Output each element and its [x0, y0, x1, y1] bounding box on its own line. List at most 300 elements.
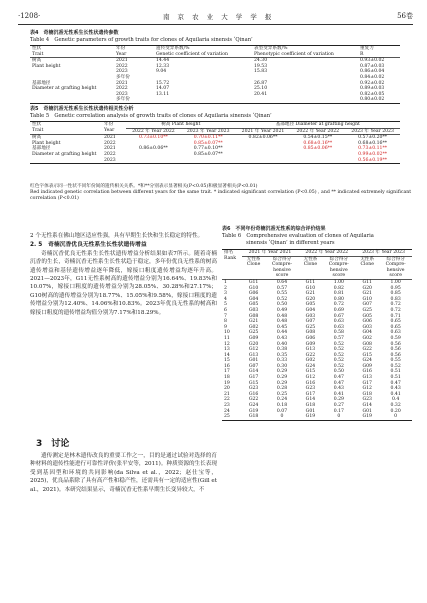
t6-cell: G20 — [362, 285, 372, 291]
t6-head-year: 2021 年 Year 2021 — [242, 250, 299, 257]
t6-head: Compre- — [385, 262, 406, 268]
t4-cell: 15.83 — [254, 69, 268, 75]
t6-cell: G02 — [305, 358, 316, 364]
t6-cell: 13 — [224, 347, 230, 353]
t6-head: 综合得分 — [272, 256, 292, 262]
t5-year-cell: 2021 — [104, 146, 116, 152]
t6-cell: 0.4 — [391, 397, 400, 403]
t6-cell: G01 — [305, 408, 316, 414]
t6-cell: G13 — [248, 352, 259, 358]
t6-cell: 0.52 — [276, 296, 288, 302]
t6-cell: 0.52 — [333, 352, 344, 358]
t6-cell: 0.55 — [276, 291, 288, 297]
t5-head-year-en: Year — [104, 128, 115, 134]
t4-head-r-en: R — [360, 51, 364, 57]
t6-cell: 9 — [224, 324, 227, 330]
t6-cell: 15 — [224, 358, 230, 364]
t6-cell: 0.80 — [333, 296, 344, 302]
t6-cell: 0.50 — [333, 369, 344, 375]
t4-head-trait-en: Trait — [32, 51, 44, 57]
t5-head-year: 年份 — [104, 122, 114, 127]
t6-head: 综合得分 — [386, 256, 405, 262]
t6-head: 无性系 — [246, 256, 261, 262]
t6-head-year: 2022 年 Year 2022 — [298, 250, 355, 257]
t5-head-trait-en: Trait — [32, 128, 44, 134]
t6-cell: G09 — [248, 335, 259, 341]
t5-corr-cell: 0.68±0.16** — [358, 140, 388, 146]
t4-cell: 15.72 — [156, 80, 170, 86]
body-left-column — [30, 232, 217, 317]
t6-cell: 0.95 — [390, 285, 401, 291]
t6-cell: 0.59 — [390, 335, 401, 341]
t5-corr-cell: 0.99±0.02** — [358, 151, 388, 157]
t6-cell: 0.45 — [276, 324, 288, 330]
t6-cell: G18 — [362, 391, 372, 397]
t6-cell: 0.29 — [276, 375, 288, 381]
t6-head: 综合得分 — [329, 256, 349, 262]
table5-caption-en: Table 5 Genetic correlation analysis of growth traits of clones of Aquilaria sinensis ‘Qinan’ — [30, 113, 272, 119]
t6-cell: G13 — [305, 347, 316, 353]
t5-head-col: 2022 年 Year 2022 — [296, 128, 340, 134]
t6-cell: 0 — [337, 414, 341, 420]
t6-cell: G01 — [362, 408, 372, 414]
t6-cell: G07 — [305, 319, 316, 325]
t4-cell — [154, 97, 252, 103]
t4-head-trait: 性状 — [32, 46, 42, 51]
t6-cell: 12 — [224, 341, 230, 347]
t6-cell: G15 — [305, 369, 316, 375]
t6-cell: 14 — [224, 352, 230, 358]
t4-cell: 26.87 — [254, 80, 268, 86]
t4-head-gcv-en: Genetic coefficient of variation — [156, 51, 228, 57]
t6-head-year: 2023 年 Year 2023 — [355, 250, 412, 257]
t6-cell: G14 — [362, 403, 372, 409]
t6-cell: G17 — [305, 391, 316, 397]
t5-corr-cell: 0.77±0.10** — [193, 146, 223, 152]
t6-cell: 0.40 — [276, 341, 288, 347]
t6-cell: G24 — [362, 358, 372, 364]
t6-cell: 0.52 — [333, 341, 344, 347]
t6-cell: 18 — [224, 375, 230, 381]
t5-corr-cell: 0.86±0.06** — [138, 146, 168, 152]
t6-cell: G04 — [362, 330, 372, 336]
t5-corr-cell: 0.85±0.06** — [303, 146, 333, 152]
t6-cell: 0 — [280, 414, 284, 420]
t6-cell: 0.72 — [390, 307, 401, 313]
section-heading-2-5: 2. 5 奇楠沉香优良无性系生长性状遗传增益 — [30, 242, 147, 249]
t6-cell: 0.18 — [276, 403, 288, 409]
t6-cell: 0.47 — [390, 380, 401, 386]
t6-cell: G18 — [248, 414, 259, 420]
t6-cell: G10 — [248, 285, 259, 291]
t6-cell: 0.27 — [333, 403, 344, 409]
t6-cell: G11 — [362, 279, 372, 285]
t6-cell: G05 — [248, 302, 259, 308]
t5-corr-cell: 0.70±0.11** — [193, 135, 223, 141]
t6-cell: 0.63 — [333, 319, 344, 325]
t4-cell: 0.82±0.05 — [360, 91, 385, 97]
t6-cell: 25 — [224, 414, 230, 420]
t6-head: Compre- — [328, 262, 349, 268]
table4-caption — [30, 30, 253, 44]
t6-cell: G24 — [305, 363, 316, 369]
t6-cell: G01 — [248, 358, 259, 364]
t6-cell: 17 — [224, 369, 230, 375]
t5-head-col: 2022 年 Year 2022 — [132, 128, 175, 134]
t6-cell: 7 — [224, 313, 227, 319]
t6-cell: 0 — [394, 414, 398, 420]
t6-cell: 0.55 — [390, 358, 401, 364]
t6-cell: 0.52 — [333, 358, 344, 364]
t6-head: score — [275, 273, 289, 279]
t6-cell: G10 — [362, 296, 372, 302]
body-paragraph: 2 个无性系在佛山地区适应性强，具有早期生长快和生长稳定的特性。 — [30, 233, 204, 239]
t5-corr-cell: 0.54±0.15** — [303, 135, 333, 141]
t4-cell: 0.87±0.03 — [360, 63, 385, 69]
t5-corr-cell: 0.73±0.11** — [358, 146, 388, 152]
t6-cell: 11 — [224, 335, 230, 341]
t6-cell: G21 — [362, 291, 372, 297]
t4-cell: 13.11 — [156, 91, 170, 97]
t6-cell: 0.72 — [333, 302, 344, 308]
t5-year-cell: 2021 — [104, 135, 116, 141]
t6-cell: G07 — [362, 302, 372, 308]
t4-cell: Plant height — [32, 63, 61, 69]
volume-label: 56卷 — [397, 12, 413, 20]
t4-cell: 9.04 — [156, 69, 167, 75]
t6-cell: 0.35 — [276, 352, 288, 358]
t6-cell: 6 — [224, 307, 227, 313]
t6-head: score — [332, 273, 346, 279]
t6-cell: 0.29 — [276, 369, 288, 375]
t6-cell: 0.81 — [333, 291, 344, 297]
t6-cell: 0.38 — [276, 347, 288, 353]
t6-cell: 0.29 — [333, 397, 344, 403]
t4-cell: 0.86±0.04 — [360, 69, 385, 75]
t6-cell: 0.28 — [276, 386, 288, 392]
t4-cell: 0.93±0.02 — [360, 58, 385, 64]
t6-head: Clone — [246, 262, 261, 268]
t6-cell: 0.24 — [276, 397, 288, 403]
t6-cell: G21 — [305, 291, 316, 297]
t6-cell: G22 — [305, 352, 316, 358]
t5-trait-cell: Diameter at grafting height — [32, 151, 97, 157]
t6-cell: 16 — [224, 363, 230, 369]
t4-cell: Diameter at grafting height — [32, 86, 97, 92]
t6-cell: 0.20 — [390, 408, 401, 414]
t6-cell: G11 — [305, 279, 316, 285]
t5-head-col: 2023 年 Year 2023 — [186, 128, 230, 134]
t5-trait-cell: Plant height — [32, 140, 61, 146]
t6-cell: G02 — [248, 324, 259, 330]
t6-cell: 1 — [224, 279, 227, 285]
t4-cell: 25.10 — [254, 86, 268, 92]
t6-cell: G09 — [362, 363, 372, 369]
t4-cell: 24.30 — [254, 58, 268, 64]
t6-cell: 0.41 — [390, 391, 401, 397]
table4-caption-zh: 表4 奇楠沉香无性系生长性状遗传参数 — [30, 30, 119, 36]
t4-cell: 20.41 — [254, 91, 268, 97]
t6-cell: G08 — [362, 341, 372, 347]
t6-cell: 4 — [224, 296, 227, 302]
journal-title: 南 京 农 业 大 学 学 报 — [162, 12, 275, 21]
t6-head: hensive — [386, 267, 405, 273]
t6-head: hensive — [329, 267, 348, 273]
section-heading-3: 3 讨论 — [36, 439, 70, 449]
t6-head: score — [389, 273, 402, 279]
t6-cell: 0.82 — [333, 285, 344, 291]
t6-cell: G19 — [305, 414, 316, 420]
table6-caption — [222, 226, 412, 247]
page-header — [18, 10, 413, 22]
t6-cell: G22 — [362, 347, 372, 353]
t6-cell: G16 — [248, 391, 259, 397]
t6-cell: 0.65 — [390, 324, 401, 330]
t6-cell: 0.30 — [276, 363, 288, 369]
t6-cell: 0.32 — [390, 403, 401, 409]
t6-head: Compre- — [271, 262, 293, 268]
t5-corr-cell — [236, 158, 291, 164]
t4-cell: 基部地径 — [32, 80, 51, 86]
t5-head-height: 树高 Plant height — [126, 122, 236, 129]
t4-cell: 2021 — [116, 80, 128, 86]
t6-cell: 0.56 — [390, 352, 401, 358]
table6-caption-en: sinensis ‘Qinan’ in different years — [246, 240, 335, 246]
t5-year-cell: 2023 — [104, 157, 116, 163]
t6-cell: 0.43 — [333, 386, 344, 392]
t6-head: 无性系 — [360, 256, 375, 262]
table6-caption-en: Table 6 Comprehensive evaluation of clones of Aquilaria — [222, 233, 374, 239]
t4-cell — [252, 97, 358, 103]
t4-cell: 2023 — [116, 91, 128, 97]
t6-cell: G13 — [362, 375, 372, 381]
t5-trait-cell — [30, 158, 102, 164]
t6-cell: 20 — [224, 386, 230, 392]
t6-cell: 23 — [224, 403, 230, 409]
t6-cell: 0.67 — [333, 313, 344, 319]
t6-cell: 0.52 — [333, 363, 344, 369]
table6-caption-zh: 表6 不同年份奇楠沉香无性系的综合评价结果 — [222, 226, 326, 232]
t4-cell: 多年份 — [116, 97, 130, 103]
t5-corr-cell — [126, 158, 181, 164]
t5-head-diameter: 基部地径 Diameter at grafting height — [236, 122, 400, 129]
t6-head: Clone — [303, 262, 318, 268]
t6-cell: 0.17 — [333, 408, 344, 414]
t6-cell: G25 — [305, 324, 316, 330]
t6-cell: G11 — [248, 279, 259, 285]
t5-corr-cell: 0.68±0.16** — [303, 140, 333, 146]
t4-head-gcv: 遗传变异系数/% — [156, 46, 190, 51]
t5-trait-cell: 树高 — [32, 135, 42, 141]
t5-corr-cell: 0.85±0.07** — [193, 151, 223, 157]
t6-cell: G03 — [248, 307, 259, 313]
t6-cell: 8 — [224, 319, 227, 325]
t6-cell: G23 — [362, 397, 372, 403]
t4-cell: 14.07 — [156, 86, 170, 92]
t6-cell: 0.51 — [390, 375, 401, 381]
t6-cell: 0.49 — [276, 307, 288, 313]
t6-cell: G12 — [362, 386, 372, 392]
t4-cell — [30, 97, 114, 103]
t6-cell: 0.56 — [390, 347, 401, 353]
t6-cell: G18 — [305, 403, 316, 409]
t6-cell: G06 — [305, 335, 316, 341]
t6-cell: G17 — [248, 375, 259, 381]
t5-corr-cell — [181, 158, 236, 164]
t6-cell: G22 — [248, 397, 259, 403]
t6-cell: G15 — [248, 380, 259, 386]
t6-cell: 0.25 — [276, 391, 288, 397]
t4-cell: 0.92±0.02 — [360, 80, 385, 86]
t6-cell: 0.57 — [333, 335, 344, 341]
t6-cell: G15 — [362, 352, 372, 358]
t5-corr-cell: 0.57±0.20** — [358, 135, 388, 141]
t6-cell: 0.71 — [390, 313, 401, 319]
t6-cell: G12 — [305, 375, 316, 381]
t5-year-cell: 2022 — [104, 151, 116, 157]
table4-caption-en: Table 4 Genetic parameters of growth traits for clones of Aquilaria sinensis ‘Qinan’ — [30, 37, 253, 43]
t6-cell: G23 — [305, 386, 316, 392]
t6-cell: G14 — [248, 369, 259, 375]
t4-cell: 树高 — [32, 58, 42, 64]
t5-corr-cell: 0.56±0.19** — [358, 157, 388, 163]
table-row — [222, 414, 412, 420]
t6-cell: 5 — [224, 302, 227, 308]
t6-cell: G12 — [248, 347, 259, 353]
t6-cell: 0.50 — [276, 302, 288, 308]
t6-cell: G03 — [305, 313, 316, 319]
t6-cell: 0.29 — [276, 380, 288, 386]
t5-corr-cell: 0.82±0.06** — [248, 135, 278, 141]
table5-note — [30, 184, 413, 203]
t6-cell: 0.63 — [333, 324, 344, 330]
table4 — [30, 45, 400, 104]
table5-note-zh: 红色字体表示同一性状不同年份间的遗传相关关系。*和**分别表示显著相关(P<0.05)和极显著相关(P<0.01) — [30, 184, 258, 189]
page-number: ·1208· — [18, 12, 41, 20]
t4-cell: 12.33 — [156, 63, 170, 69]
t6-cell: 2 — [224, 285, 227, 291]
t6-cell: G25 — [362, 307, 372, 313]
t6-head-rank: 排名 — [224, 250, 234, 255]
t6-cell: 0.47 — [333, 380, 344, 386]
t4-head-pcv-en: Phenotypic coefficient of variation — [254, 51, 334, 57]
t6-cell: G16 — [362, 369, 372, 375]
t6-cell: G05 — [362, 313, 372, 319]
t6-head: Rank — [224, 256, 237, 262]
table-row — [30, 158, 400, 164]
t6-cell: G20 — [305, 296, 316, 302]
t6-cell: G10 — [305, 285, 316, 291]
t6-cell: 0.33 — [276, 358, 288, 364]
t6-cell: 0.47 — [333, 375, 344, 381]
t6-cell: 10 — [224, 330, 230, 336]
t6-cell: 0.56 — [390, 341, 401, 347]
t6-cell: G19 — [362, 414, 372, 420]
header-rule — [18, 24, 413, 25]
t6-head: 无性系 — [303, 256, 318, 262]
t6-head: Clone — [360, 262, 374, 268]
t6-cell: 0.52 — [390, 363, 401, 369]
t6-cell: 0.64 — [276, 279, 288, 285]
table-row — [30, 97, 400, 103]
t6-cell: 1.00 — [390, 279, 401, 285]
t6-cell: 0.48 — [276, 319, 288, 325]
t4-cell: 2022 — [116, 86, 128, 92]
t5-corr-cell: 0.73±0.10** — [138, 135, 168, 141]
t6-cell: 1.00 — [333, 279, 344, 285]
t6-cell: 0.51 — [390, 369, 401, 375]
t5-trait-cell: 基部地径 — [32, 146, 51, 152]
t6-cell: 0.07 — [276, 408, 288, 414]
table5-caption — [30, 106, 272, 120]
table5-note-en: Red indicated genetic correlation between different years for the same trait. * indicated significant correlation (P<0.05) , and ** indicated extremely significant correlation (P<0.01) — [30, 190, 412, 202]
t6-cell: 0.43 — [276, 335, 288, 341]
t6-cell: 0.72 — [390, 302, 401, 308]
t6-cell: 19 — [224, 380, 230, 386]
t6-cell: G16 — [305, 380, 316, 386]
t4-head-year-en: Year — [116, 51, 127, 57]
t6-cell: G05 — [305, 302, 316, 308]
t6-cell: 24 — [224, 408, 230, 414]
table6 — [222, 249, 412, 421]
t5-corr-cell: 0.85±0.07** — [193, 140, 223, 146]
t6-cell: 0.44 — [276, 330, 288, 336]
t6-cell: 0.58 — [333, 330, 344, 336]
t5-head-trait: 性状 — [32, 122, 42, 127]
t6-cell: G02 — [362, 335, 372, 341]
t4-cell: 0.80±0.02 — [360, 97, 385, 103]
t6-cell: G24 — [248, 403, 259, 409]
t6-cell: G03 — [362, 324, 372, 330]
t6-cell: G04 — [248, 296, 259, 302]
t6-cell: G21 — [248, 319, 259, 325]
t4-cell: 0.84±0.02 — [360, 74, 385, 80]
table5-caption-zh: 表5 奇楠沉香无性系生长性状遗传相关性分析 — [30, 106, 134, 112]
t6-head: hensive — [273, 267, 291, 273]
t6-cell: 0.52 — [333, 347, 344, 353]
t6-cell: 0.41 — [333, 391, 344, 397]
t6-cell: 0.83 — [390, 296, 401, 302]
table5 — [30, 121, 400, 164]
t6-cell: 0.65 — [390, 319, 401, 325]
t6-cell: G23 — [248, 386, 259, 392]
t6-cell: 22 — [224, 397, 230, 403]
t6-cell: G25 — [248, 330, 259, 336]
t4-cell: 2022 — [116, 63, 128, 69]
t6-cell: G06 — [362, 319, 372, 325]
t4-cell: 多年份 — [116, 74, 130, 80]
t6-cell: 21 — [224, 391, 230, 397]
t5-head-col: 2023 年 Year 2023 — [351, 128, 394, 134]
t6-cell: G08 — [248, 313, 259, 319]
t4-head-r: 重复力 — [360, 46, 374, 51]
t6-cell: G19 — [248, 408, 259, 414]
t6-cell: 0.43 — [390, 386, 401, 392]
t6-cell: 3 — [224, 291, 227, 297]
t4-head-year: 年份 — [116, 46, 126, 51]
t4-cell: 19.53 — [254, 63, 268, 69]
t6-cell: 0.69 — [333, 307, 344, 313]
t4-cell: 2021 — [116, 58, 128, 64]
t6-cell: G17 — [362, 380, 372, 386]
t6-cell: 0.57 — [276, 285, 288, 291]
t6-cell: G08 — [305, 330, 316, 336]
t5-head-col: 2021 年 Year 2021 — [241, 128, 285, 134]
t6-cell: 0.48 — [276, 313, 288, 319]
t6-cell: G04 — [305, 307, 316, 313]
t6-cell: G20 — [248, 341, 259, 347]
t6-cell: G09 — [305, 341, 316, 347]
